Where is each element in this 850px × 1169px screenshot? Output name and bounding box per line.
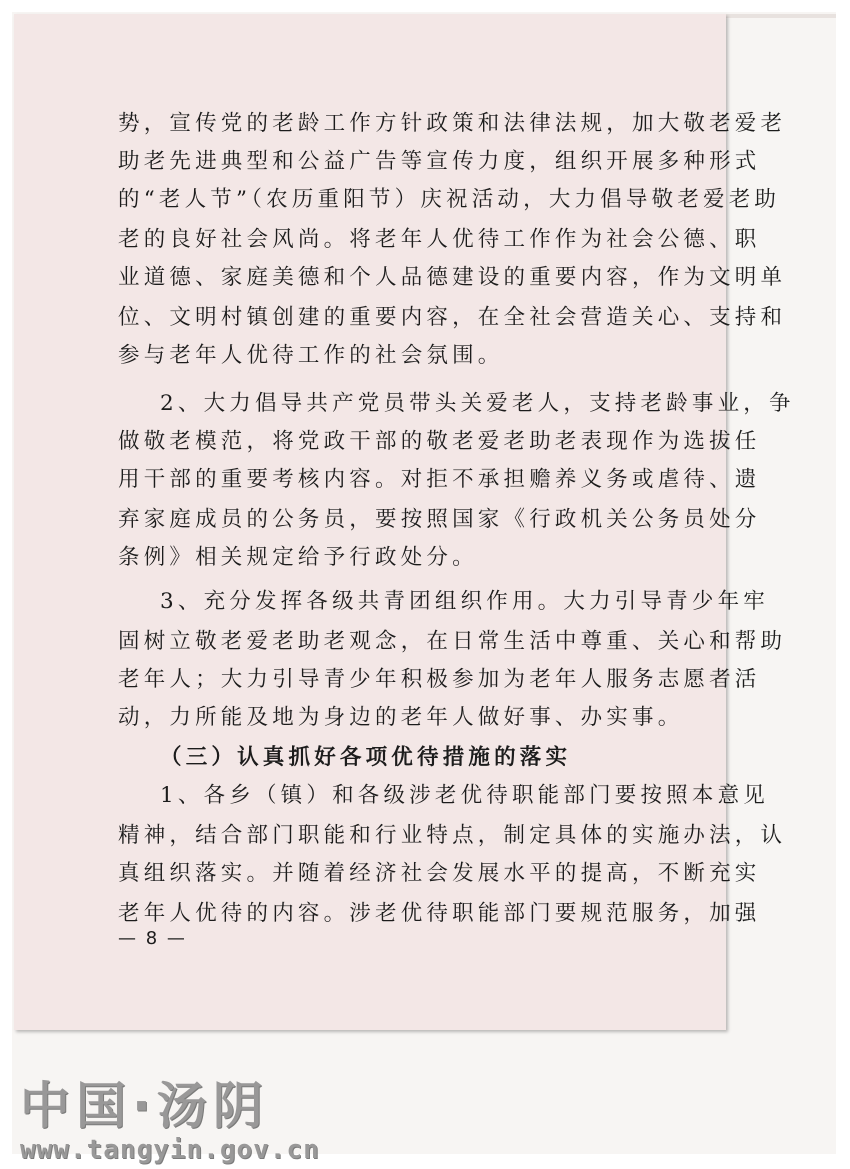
- text-line: 弃家庭成员的公务员，要按照国家《行政机关公务员处分: [118, 507, 761, 532]
- site-watermark: [20, 1078, 320, 1166]
- text-line: 精神，结合部门职能和行业特点，制定具体的实施办法，认: [118, 823, 787, 848]
- text-line: 业道德、家庭美德和个人品德建设的重要内容，作为文明单: [118, 265, 787, 290]
- text-line: 参与老年人优待工作的社会氛围。: [118, 343, 504, 368]
- text-line: 位、文明村镇创建的重要内容，在全社会营造关心、支持和: [118, 305, 787, 330]
- text-line: 势，宣传党的老龄工作方针政策和法律法规，加大敬老爱老: [118, 111, 787, 136]
- text-line: 做敬老模范，将党政干部的敬老爱老助老表现作为选拔任: [118, 429, 761, 454]
- text-line: 的“老人节”（农历重阳节）庆祝活动，大力倡导敬老爱老助: [118, 187, 781, 212]
- text-line: 条例》相关规定给予行政处分。: [118, 545, 478, 570]
- page-number: — 8 —: [118, 928, 187, 949]
- text-line: 用干部的重要考核内容。对拒不承担赡养义务或虐待、遗: [118, 467, 761, 492]
- text-line: 老的良好社会风尚。将老年人优待工作作为社会公德、职: [118, 227, 761, 252]
- text-line: 1、各乡（镇）和各级涉老优待职能部门要按照本意见: [160, 783, 769, 808]
- watermark-url: www.tangyin.gov.cn: [20, 1135, 320, 1165]
- paper-edge: [726, 14, 836, 18]
- text-line: 2、大力倡导共产党员带头关爱老人，支持老龄事业，争: [160, 391, 795, 416]
- watermark-title: 中国·汤阴: [20, 1077, 269, 1135]
- text-line: 助老先进典型和公益广告等宣传力度，组织开展多种形式: [118, 149, 761, 174]
- text-line: 老年人优待的内容。涉老优待职能部门要规范服务，加强: [118, 901, 761, 926]
- text-line: 3、充分发挥各级共青团组织作用。大力引导青少年牢: [160, 589, 769, 614]
- text-line: 老年人；大力引导青少年积极参加为老年人服务志愿者活: [118, 667, 761, 692]
- text-line: 固树立敬老爱老助老观念，在日常生活中尊重、关心和帮助: [118, 629, 787, 654]
- text-line: 动，力所能及地为身边的老年人做好事、办实事。: [118, 705, 684, 730]
- section-heading: （三）认真抓好各项优待措施的落实: [160, 745, 572, 770]
- text-line: 真组织落实。并随着经济社会发展水平的提高，不断充实: [118, 861, 761, 886]
